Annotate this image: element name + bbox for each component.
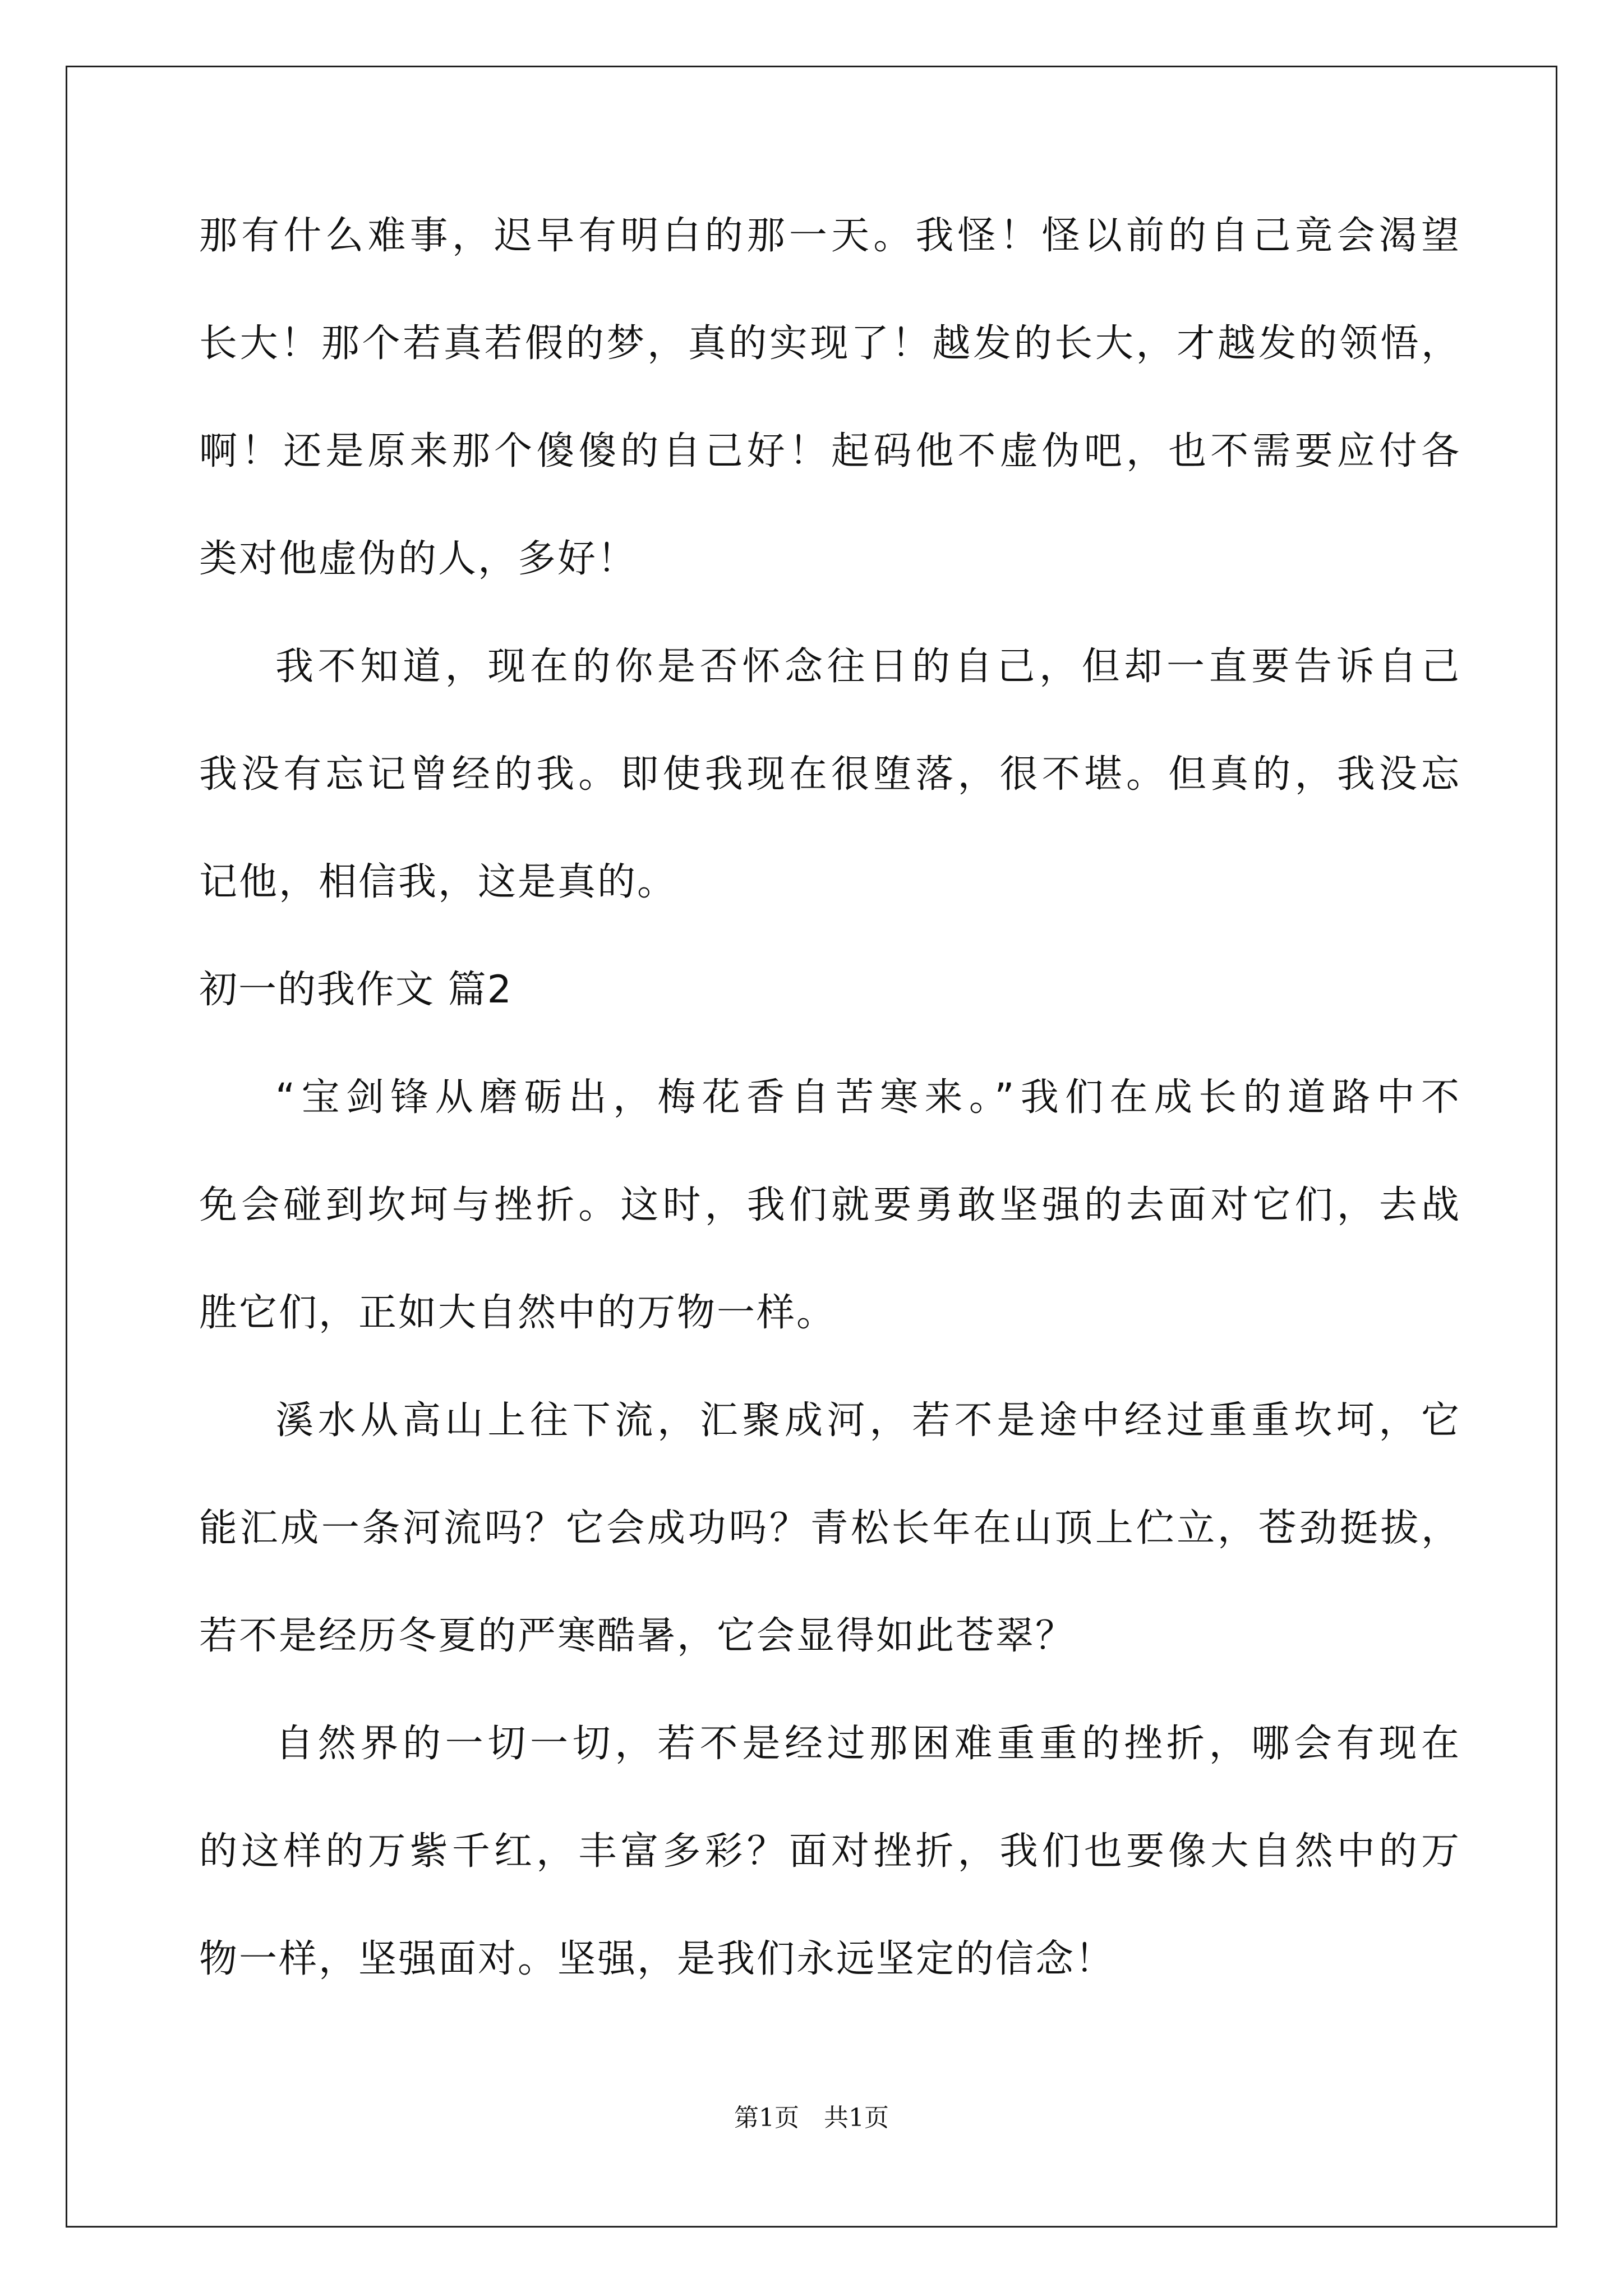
text-line: 的这样的万紫千红，丰富多彩？面对挫折，我们也要像大自然中的万: [199, 1829, 1461, 1874]
document-body: [199, 209, 1461, 2040]
text-line: “宝剑锋从磨砺出，梅花香自苦寒来。”我们在成长的道路中不: [275, 1075, 1461, 1120]
text-line: 长大！那个若真若假的梦，真的实现了！越发的长大，才越发的领悟，: [199, 321, 1461, 366]
text-line: 类对他虚伪的人，多好！: [199, 537, 638, 581]
section-heading: 初一的我作文 篇2: [199, 968, 513, 1012]
text-line: 溪水从高山上往下流，汇聚成河，若不是途中经过重重坎坷，它: [275, 1398, 1461, 1443]
text-line: 自然界的一切一切，若不是经过那困难重重的挫折，哪会有现在: [275, 1722, 1461, 1766]
text-line: 能汇成一条河流吗？它会成功吗？青松长年在山顶上伫立，苍劲挺拔，: [199, 1506, 1461, 1550]
text-line: 啊！还是原来那个傻傻的自己好！起码他不虚伪吧，也不需要应付各: [199, 429, 1461, 473]
text-line: 若不是经历冬夏的严寒酷暑，它会显得如此苍翠？: [199, 1614, 1076, 1658]
page-number: 第1页 共1页: [734, 2104, 889, 2132]
text-line: 我没有忘记曾经的我。即使我现在很堕落，很不堪。但真的，我没忘: [199, 752, 1461, 797]
text-line: 物一样，坚强面对。坚强，是我们永远坚定的信念！: [199, 1937, 1115, 1981]
text-line: 那有什么难事，迟早有明白的那一天。我怪！怪以前的自己竟会渴望: [199, 214, 1461, 258]
page-footer: [0, 2101, 1623, 2135]
text-line: 胜它们，正如大自然中的万物一样。: [199, 1291, 837, 1335]
text-line: 记他，相信我，这是真的。: [199, 860, 677, 904]
text-line: 免会碰到坎坷与挫折。这时，我们就要勇敢坚强的去面对它们，去战: [199, 1183, 1461, 1227]
text-line: 我不知道，现在的你是否怀念往日的自己，但却一直要告诉自己: [275, 645, 1461, 689]
